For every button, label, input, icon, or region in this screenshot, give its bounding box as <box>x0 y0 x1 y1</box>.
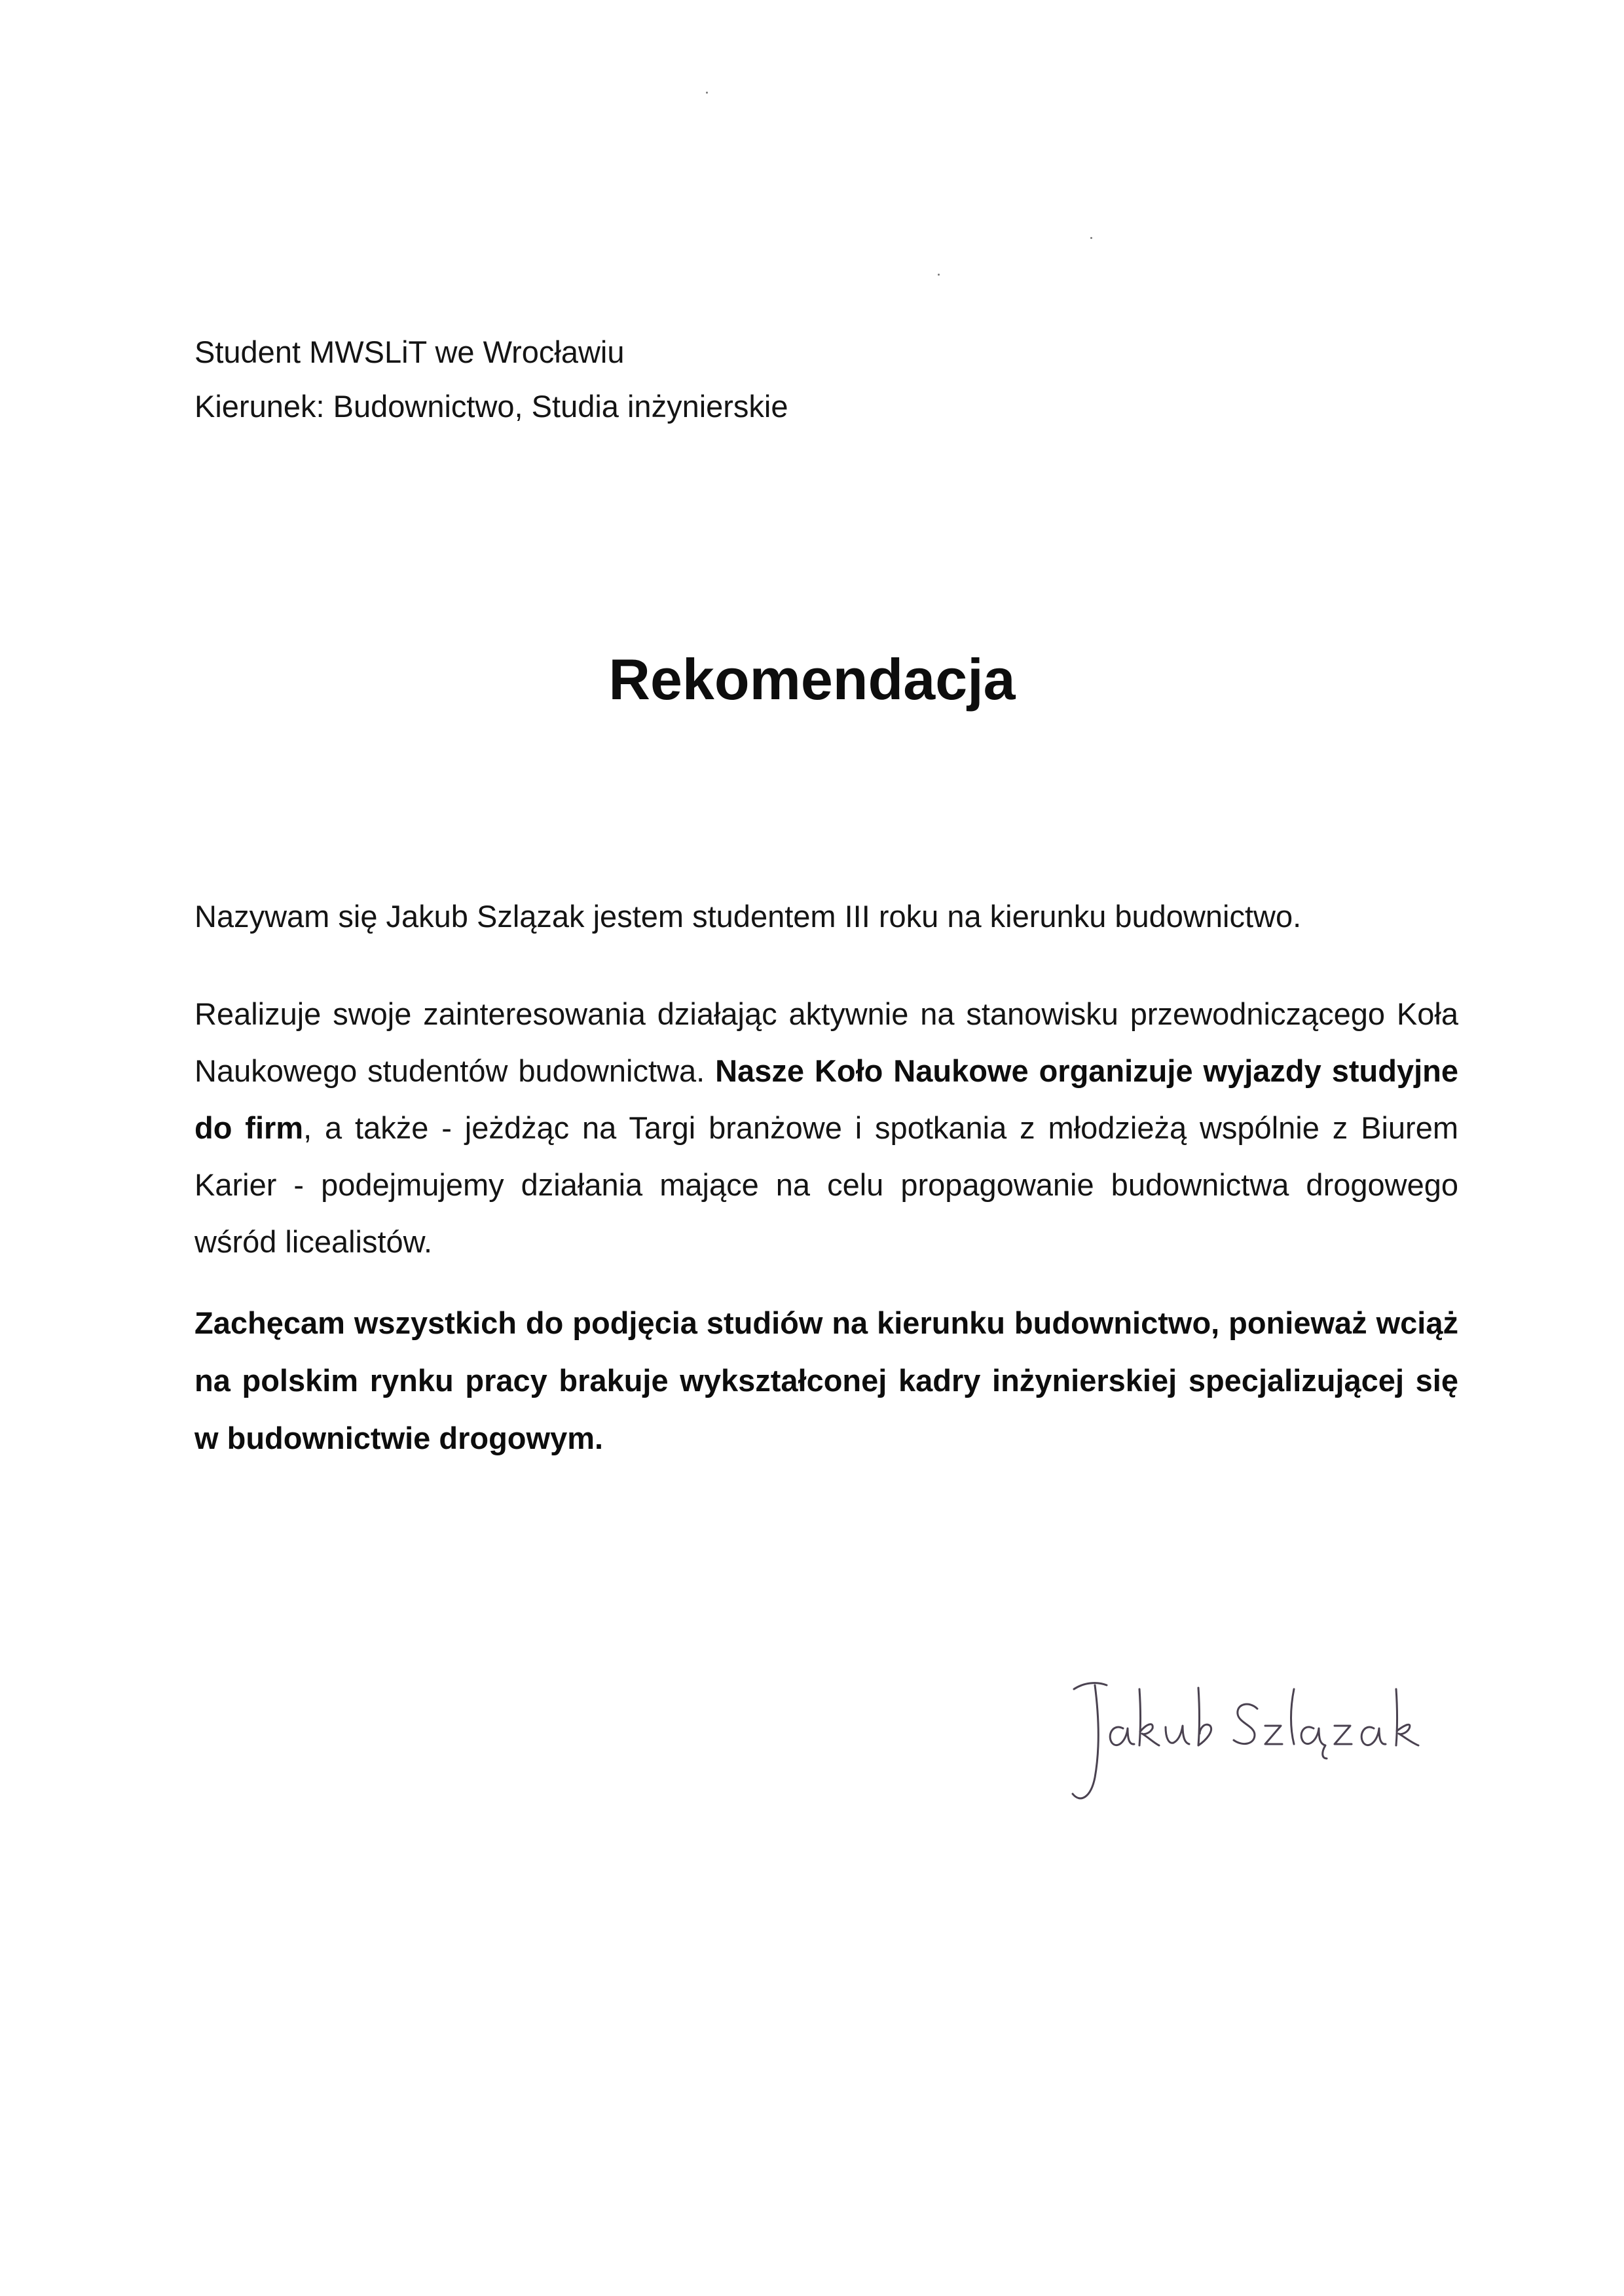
intro-paragraph: Nazywam się Jakub Szlązak jestem studentem III roku na kierunku budownictwo. <box>194 899 1302 934</box>
document-title: Rekomendacja <box>608 647 1016 712</box>
activities-text-start: Realizuje swoje zainteresowania działając aktywnie na stanowisku przewodniczącego Koła Naukowego studentów budownictwa. <box>194 996 1458 1088</box>
activities-paragraph <box>194 985 1458 1270</box>
scan-speck <box>938 274 940 276</box>
field-of-study-line: Kierunek: Budownictwo, Studia inżynierskie <box>194 389 788 424</box>
handwritten-signature <box>1061 1663 1428 1820</box>
scan-speck <box>706 92 708 94</box>
activities-bold-text: Nasze Koło Naukowe organizuje wyjazdy studyjne do firm <box>194 1053 1458 1145</box>
encouragement-paragraph: Zachęcam wszystkich do podjęcia studiów na kierunku budownictwo, ponieważ wciąż na polskim rynku pracy brakuje wykształconej kadry inżynierskiej specjalizującej się w budownictwie drogowym. <box>194 1305 1458 1455</box>
activities-text-end: , a także - jeżdżąc na Targi branżowe i spotkania z młodzieżą wspólnie z Biurem Karier - podejmujemy działania mające na celu propagowanie budownictwa drogowego wśród licealistów. <box>194 1110 1458 1259</box>
student-affiliation-line: Student MWSLiT we Wrocławiu <box>194 335 625 369</box>
scan-speck <box>1090 237 1092 239</box>
